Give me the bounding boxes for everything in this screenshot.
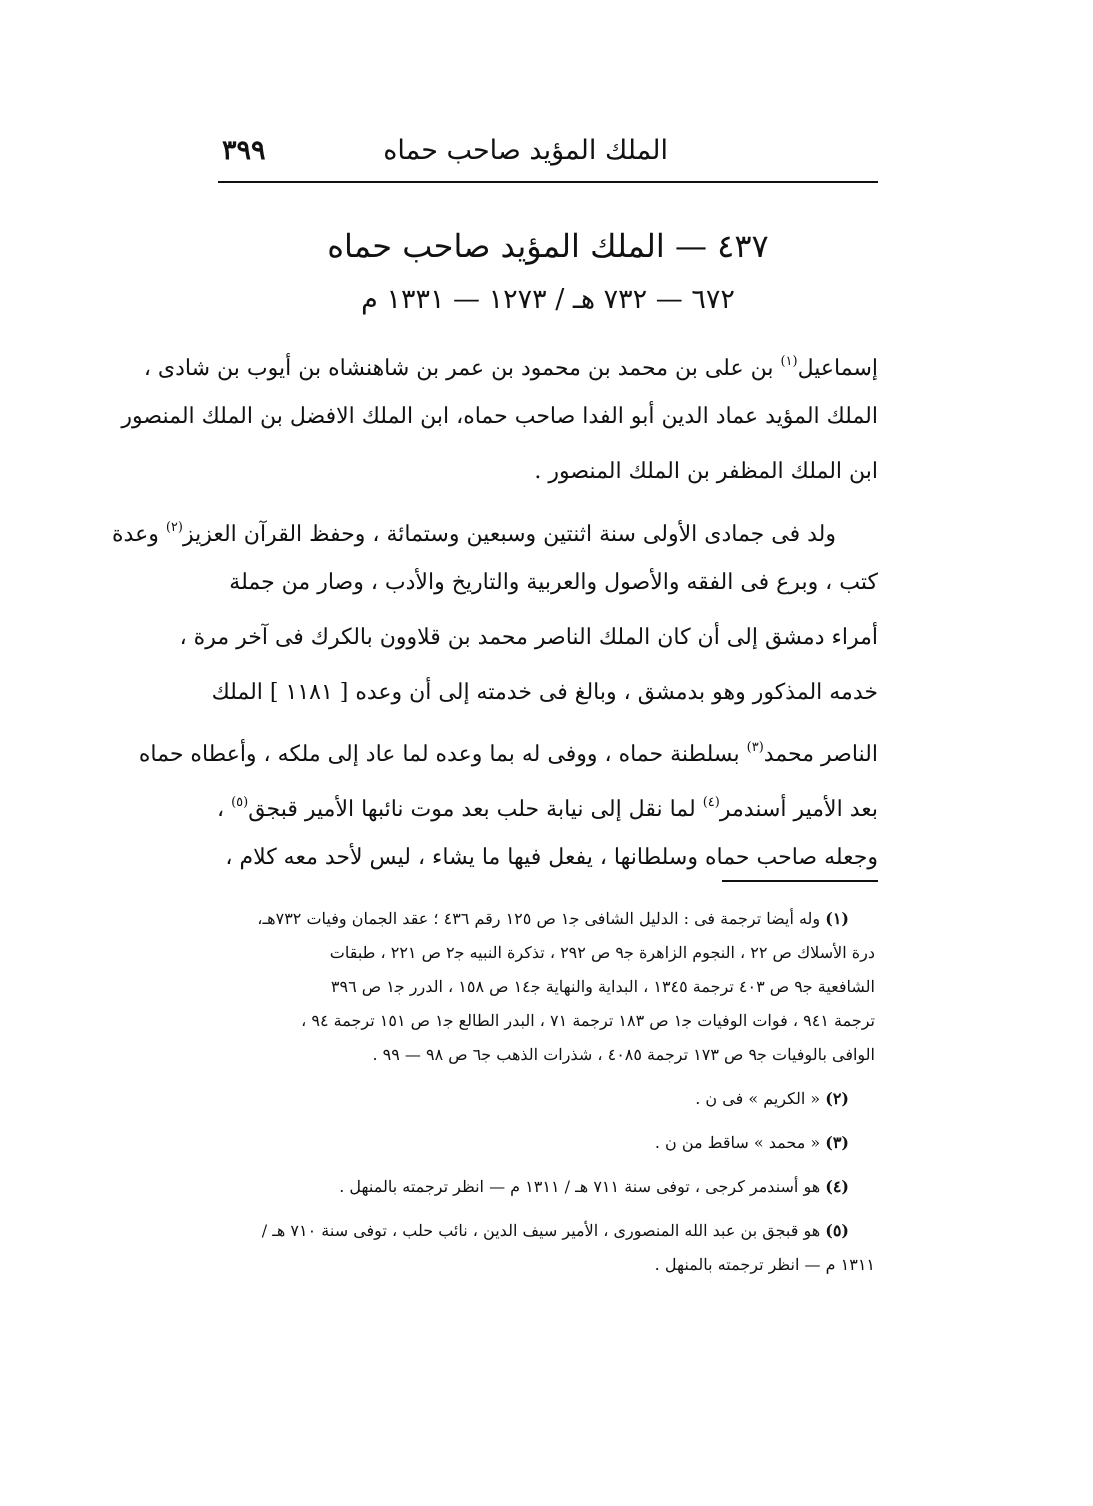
footnote-3 [215,1126,875,1160]
footnote-5-continuation: ١٣١١ م — انظر ترجمته بالمنهل . [654,1255,875,1274]
body-line: الملك المؤيد عماد الدين أبو الفدا صاحب حماه، ابن الملك الافضل بن الملك المنصور [121,404,878,429]
footnote-number: (١) [825,909,849,928]
footnote-text: « محمد » ساقط من ن . [654,1133,826,1152]
entry-title: ٤٣٧ — الملك المؤيد صاحب حماه [327,227,769,265]
body-text-span: إسماعيل [797,356,878,381]
footnotes [215,902,875,1282]
footnote-number: (٤) [825,1177,849,1196]
footnote-1-continuation: درة الأسلاك ص ٢٢ ، النجوم الزاهرة ﺟ٩ ص ٢٩٢ ، تذكرة النبيه ﺟ٢ ص ٢٢١ ، طبقات [329,943,875,962]
body-text-span: وعدة [112,522,166,547]
footnote-text: « الكريم » فى ن . [695,1089,826,1108]
footnote-1 [215,902,875,936]
body-line [143,334,878,389]
footnote-number: (٣) [825,1133,849,1152]
body-text-span: ، [216,797,232,822]
body-line: أمراء دمشق إلى أن كان الملك الناصر محمد بن قلاوون بالكرك فى آخر مرة ، [179,625,878,650]
footnote-number: (٥) [825,1221,849,1240]
body-line [112,500,878,555]
body-text-span: لما نقل إلى نيابة حلب بعد موت نائبها الأمير قبجق [248,797,703,822]
body-text-span: بن على بن محمد بن محمود بن عمر بن شاهنشاه بن أيوب بن شادى ، [143,356,781,381]
body-text-span: ولد فى جمادى الأولى سنة اثنتين وسبعين وستمائة ، وحفظ القرآن العزيز [182,522,836,547]
footnote-rule [722,880,878,882]
running-header [218,130,878,176]
footnote-text: هو أسندمر كرجى ، توفى سنة ٧١١ هـ / ١٣١١ م — انظر ترجمته بالمنهل . [339,1177,826,1196]
footnote-reference: (٥) [231,795,249,810]
footnote-reference: (٤) [702,795,720,810]
footnote-text: وله أيضا ترجمة فى : الدليل الشافى ﺟ١ ص ١٢٥ رقم ٤٣٦ ؛ عقد الجمان وفيات ٧٣٢هـ، [257,909,826,928]
footnote-5 [215,1214,875,1248]
biography-paragraph-lineage [121,334,878,499]
footnote-1-continuation: الوافى بالوفيات ﺟ٩ ص ١٧٣ ترجمة ٤٠٨٥ ، شذرات الذهب ﺟ٦ ص ٩٨ — ٩٩ . [372,1045,875,1064]
page-number: ٣٩٩ [222,135,266,166]
body-line: وجعله صاحب حماه وسلطانها ، يفعل فيها ما يشاء ، ليس لأحد معه كلام ، [225,845,878,870]
biography-paragraph-life [112,500,878,885]
footnote-reference: (٣) [746,740,764,755]
footnote-text: هو قبجق بن عبد الله المنصورى ، الأمير سيف الدين ، نائب حلب ، توفى سنة ٧١٠ هـ / [261,1221,826,1240]
body-text-span: بعد الأمير أسندمر [719,797,878,822]
footnote-number: (٢) [825,1089,849,1108]
body-line: كتب ، وبرع فى الفقه والأصول والعربية والتاريخ والأدب ، وصار من جملة [229,570,878,595]
footnote-reference: (١) [780,354,798,369]
footnote-2 [215,1082,875,1116]
body-line [138,720,878,775]
running-title: الملك المؤيد صاحب حماه [383,135,668,166]
footnote-1-continuation: ترجمة ٩٤١ ، فوات الوفيات ﺟ١ ص ١٨٣ ترجمة ٧١ ، البدر الطالع ﺟ١ ص ١٥١ ترجمة ٩٤ ، [301,1011,875,1030]
header-rule [218,181,878,183]
footnote-reference: (٢) [165,520,183,535]
body-line [218,775,878,830]
body-text-span: بسلطنة حماه ، ووفى له بما وعده لما عاد إلى ملكه ، وأعطاه حماه [138,742,747,767]
body-line: ابن الملك المظفر بن الملك المنصور . [534,459,878,484]
footnote-1-continuation: الشافعية ﺟ٩ ص ٤٠٣ ترجمة ١٣٤٥ ، البداية والنهاية ﺟ١٤ ص ١٥٨ ، الدرر ﺟ١ ص ٣٩٦ [330,977,875,996]
body-line: خدمه المذكور وهو بدمشق ، وبالغ فى خدمته إلى أن وعده [ ١١٨١ ] الملك [211,680,878,705]
entry-dates: ٦٧٢ — ٧٣٢ هـ / ١٢٧٣ — ١٣٣١ م [361,284,735,315]
body-text-span: الناصر محمد [763,742,878,767]
footnote-4 [215,1170,875,1204]
